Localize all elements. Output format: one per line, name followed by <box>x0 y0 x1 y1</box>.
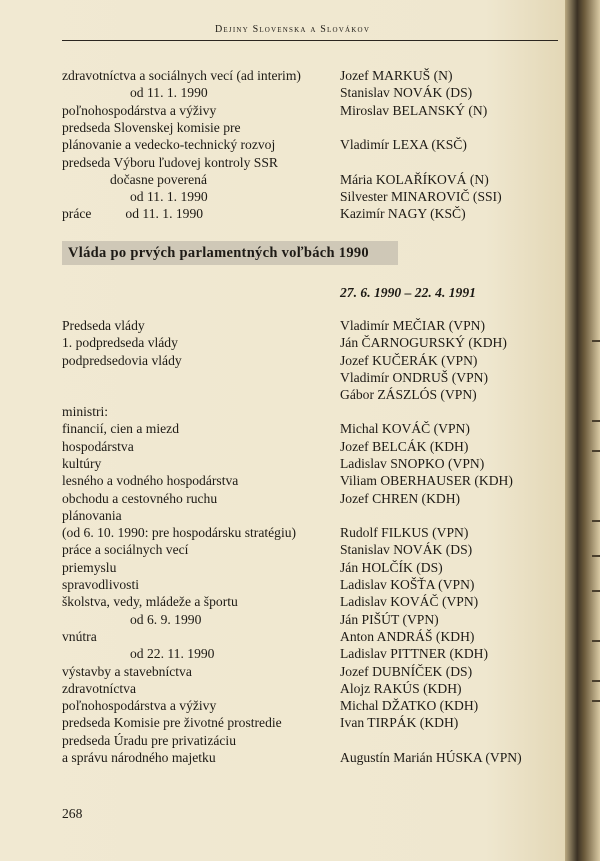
official-name: Vladimír LEXA (KSČ) <box>340 137 467 153</box>
list-row <box>0 611 560 628</box>
official-name: Jozef CHREN (KDH) <box>340 490 461 506</box>
official-name: Anton ANDRÁŠ (KDH) <box>340 628 475 644</box>
official-name: Gábor ZÁSZLÓS (VPN) <box>340 387 477 403</box>
official-name: Ladislav KOŠŤA (VPN) <box>340 577 475 592</box>
list-row <box>0 732 560 749</box>
list-row <box>0 171 560 188</box>
office-label: 1. podpredseda vlády <box>62 335 178 351</box>
office-label: od 11. 1. 1990 <box>130 85 208 101</box>
office-label: predseda Úradu pre privatizáciu <box>62 732 236 748</box>
list-row <box>0 403 560 420</box>
official-name: Jozef DUBNÍČEK (DS) <box>340 663 473 679</box>
running-head: Dejiny Slovenska a Slovákov <box>215 24 371 35</box>
official-name: Miroslav BELANSKÝ (N) <box>340 102 488 118</box>
official-name: Jozef BELCÁK (KDH) <box>340 438 469 454</box>
facing-page-edge-mark <box>592 590 600 592</box>
office-label: výstavby a stavebníctva <box>62 663 192 679</box>
list-row <box>0 507 560 524</box>
list-row <box>0 154 560 171</box>
official-name: Ján PIŠÚT (VPN) <box>340 611 439 627</box>
list-row <box>0 136 560 153</box>
office-label: od 22. 11. 1990 <box>130 646 215 662</box>
list-row <box>0 645 560 662</box>
list-row <box>0 317 560 334</box>
office-label: plánovanie a vedecko-technický rozvoj <box>62 137 276 153</box>
list-row <box>0 119 560 136</box>
list-row <box>0 67 560 84</box>
list-row <box>0 455 560 472</box>
list-row <box>0 188 560 205</box>
office-label: plánovania <box>62 507 122 523</box>
list-row <box>0 663 560 680</box>
list-row <box>0 714 560 731</box>
list-row <box>0 628 560 645</box>
official-name: Ladislav KOVÁČ (VPN) <box>340 594 479 610</box>
list-row <box>0 576 560 593</box>
facing-page-edge-mark <box>592 640 600 642</box>
official-name: Stanislav NOVÁK (DS) <box>340 85 473 101</box>
page-number: 268 <box>62 806 83 821</box>
official-name: Ladislav SNOPKO (VPN) <box>340 455 485 471</box>
official-name: Jozef MARKUŠ (N) <box>340 68 453 83</box>
list-row <box>0 593 560 610</box>
office-label: ministri: <box>62 404 109 419</box>
official-name: Ján HOLČÍK (DS) <box>340 559 443 575</box>
office-label: zdravotníctva a sociálnych vecí (ad interim) <box>62 68 301 83</box>
office-label: lesného a vodného hospodárstva <box>62 473 239 489</box>
official-name: Michal DŽATKO (KDH) <box>340 698 479 714</box>
office-label: predseda Slovenskej komisie pre <box>62 119 241 135</box>
list-row <box>0 680 560 697</box>
list-row <box>0 524 560 541</box>
office-label: podpredsedovia vlády <box>62 352 182 368</box>
office-label: od 11. 1. 1990 <box>130 189 208 205</box>
office-label: hospodárstva <box>62 438 134 454</box>
office-label: spravodlivosti <box>62 577 140 592</box>
official-name: Stanislav NOVÁK (DS) <box>340 542 473 558</box>
list-row <box>0 697 560 714</box>
office-label: dočasne poverená <box>110 171 207 187</box>
list-row <box>0 334 560 351</box>
list-row <box>0 472 560 489</box>
official-name: Mária KOLAŘÍKOVÁ (N) <box>340 171 489 187</box>
facing-page-edge-mark <box>592 700 600 702</box>
office-label: obchodu a cestovného ruchu <box>62 490 218 506</box>
list-row <box>0 420 560 437</box>
list-row <box>0 386 560 403</box>
list-row <box>0 749 560 766</box>
facing-page-edge-mark <box>592 340 600 342</box>
official-name: Ladislav PITTNER (KDH) <box>340 646 488 662</box>
official-name: Vladimír ONDRUŠ (VPN) <box>340 369 489 385</box>
section-title: Vláda po prvých parlamentných voľbách 1990 <box>62 241 398 265</box>
office-label: a správu národného majetku <box>62 750 216 765</box>
office-label: Predseda vlády <box>62 318 145 333</box>
official-name: Rudolf FILKUS (VPN) <box>340 525 469 541</box>
office-label: financií, cien a miezd <box>62 421 180 437</box>
book-spine <box>565 0 600 861</box>
office-label: predseda Výboru ľudovej kontroly SSR <box>62 154 278 170</box>
office-label: poľnohospodárstva a výživy <box>62 102 217 118</box>
list-row <box>0 84 560 101</box>
list-row <box>0 438 560 455</box>
office-label: zdravotníctva <box>62 680 136 696</box>
header-rule <box>62 40 558 41</box>
office-label: kultúry <box>62 455 102 471</box>
office-label: predseda Komisie pre životné prostredie <box>62 715 282 731</box>
facing-page-edge-mark <box>592 520 600 522</box>
office-label: od 6. 9. 1990 <box>130 611 202 627</box>
list-row <box>0 490 560 507</box>
official-name: Vladimír MEČIAR (VPN) <box>340 318 485 333</box>
facing-page-edge-mark <box>592 420 600 422</box>
list-row <box>0 369 560 386</box>
official-name: Augustín Marián HÚSKA (VPN) <box>340 750 522 765</box>
facing-page-edge-mark <box>592 450 600 452</box>
office-label: školstva, vedy, mládeže a športu <box>62 594 238 610</box>
official-name: Ján ČARNOGURSKÝ (KDH) <box>340 335 507 351</box>
official-name: Michal KOVÁČ (VPN) <box>340 421 470 437</box>
official-name: Jozef KUČERÁK (VPN) <box>340 352 478 368</box>
office-label: (od 6. 10. 1990: pre hospodársku stratégiu) <box>62 525 297 541</box>
official-name: Ivan TIRPÁK (KDH) <box>340 715 459 731</box>
office-label: práce od 11. 1. 1990 <box>62 206 204 222</box>
office-label: vnútra <box>62 628 97 644</box>
office-label: poľnohospodárstva a výživy <box>62 698 217 714</box>
government-term: 27. 6. 1990 – 22. 4. 1991 <box>340 285 476 300</box>
facing-page-edge-mark <box>592 680 600 682</box>
official-name: Silvester MINAROVIČ (SSI) <box>340 189 502 205</box>
list-row <box>0 541 560 558</box>
office-label: práce a sociálnych vecí <box>62 542 189 558</box>
list-row <box>0 205 560 222</box>
list-row <box>0 559 560 576</box>
official-name: Viliam OBERHAUSER (KDH) <box>340 473 513 489</box>
official-name: Alojz RAKÚS (KDH) <box>340 680 462 696</box>
list-row <box>0 352 560 369</box>
official-name: Kazimír NAGY (KSČ) <box>340 206 466 222</box>
facing-page-edge-mark <box>592 555 600 557</box>
list-row <box>0 102 560 119</box>
office-label: priemyslu <box>62 559 117 575</box>
